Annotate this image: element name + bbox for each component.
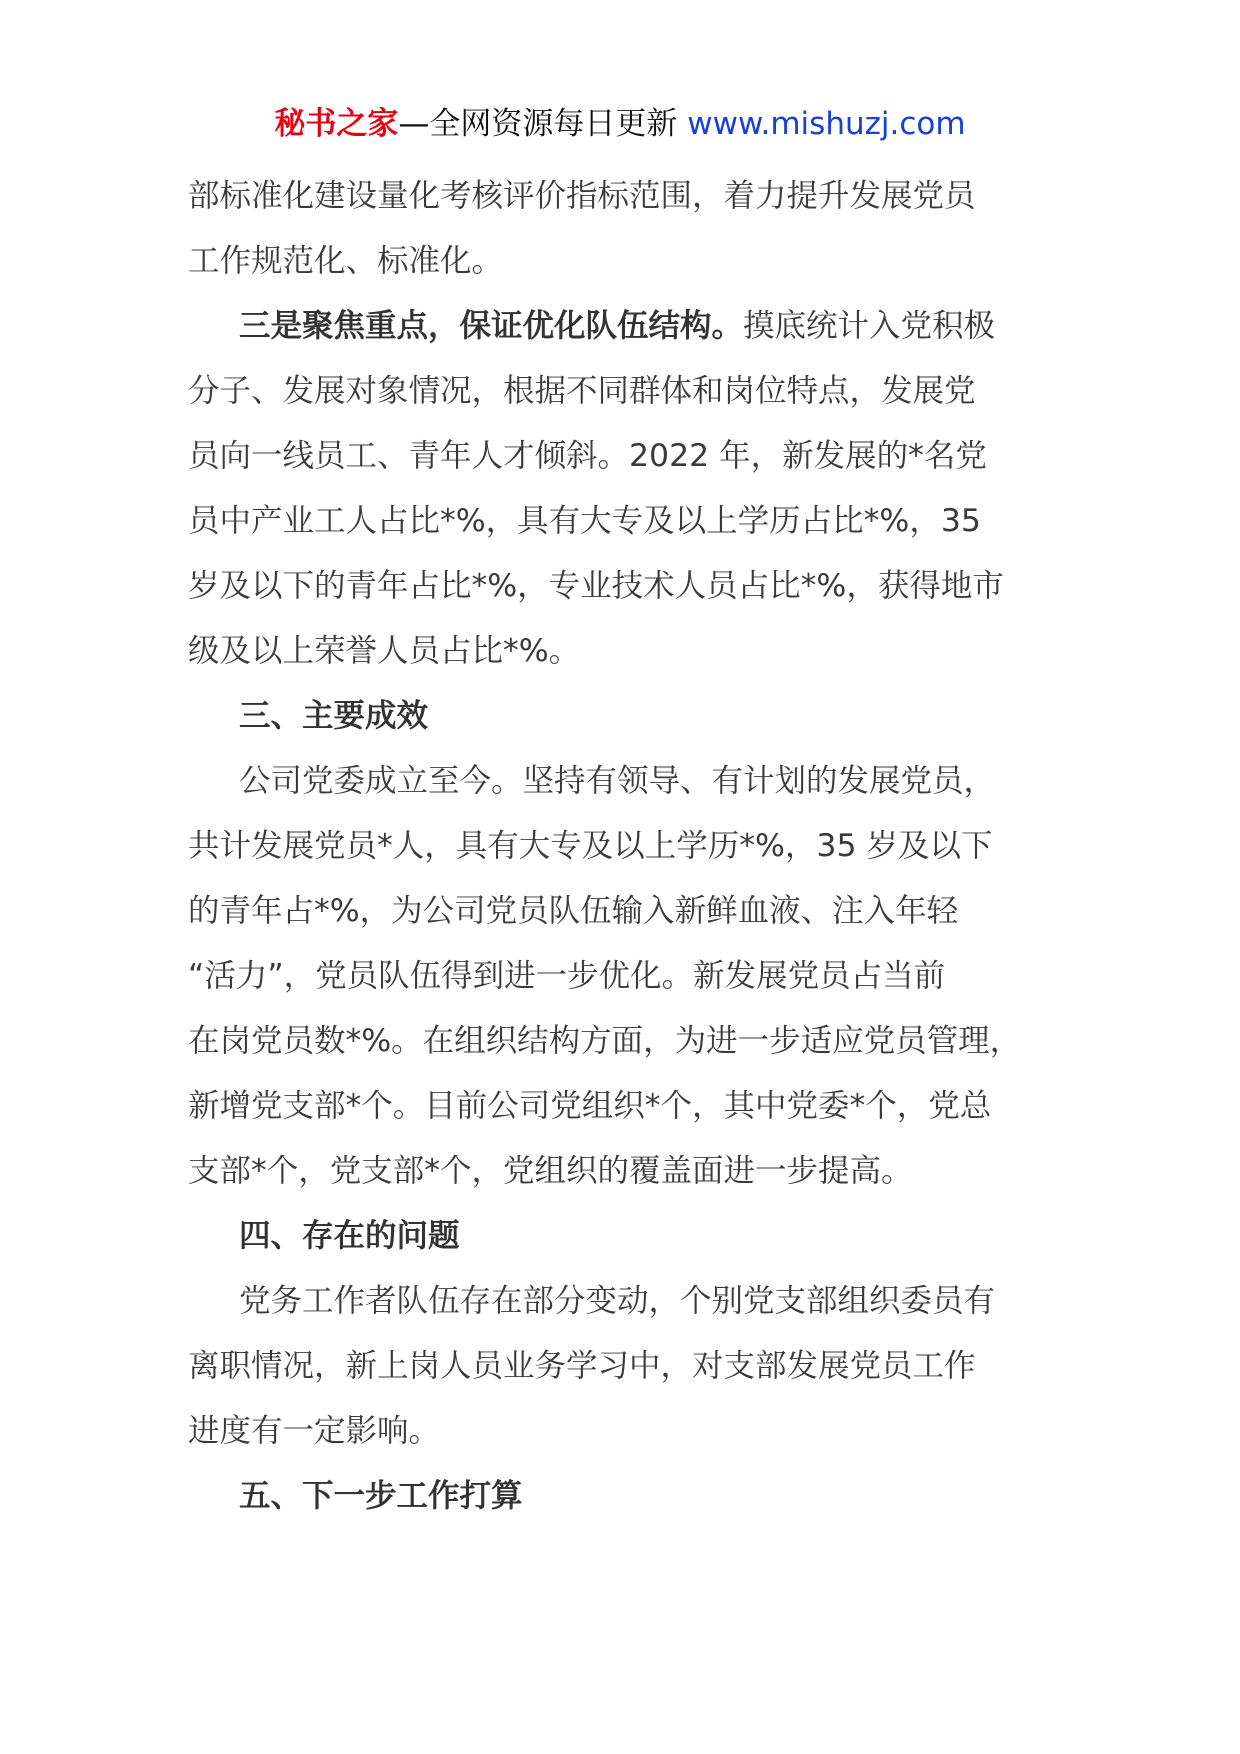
body-line: 分子、发展对象情况，根据不同群体和岗位特点，发展党 xyxy=(188,373,976,409)
paragraph-line xyxy=(188,294,1088,359)
body-line: “活力”，党员队伍得到进一步优化。新发展党员占当前 xyxy=(188,958,946,994)
body-line: 员中产业工人占比*%，具有大专及以上学历占比*%，35 xyxy=(188,503,981,539)
body-line: 级及以上荣誉人员占比*%。 xyxy=(188,633,581,669)
section-heading: 三、主要成效 xyxy=(239,698,429,734)
body-line: 的青年占*%，为公司党员队伍输入新鲜血液、注入年轻 xyxy=(188,893,959,929)
body-line: 共计发展党员*人，具有大专及以上学历*%，35 岁及以下 xyxy=(188,828,993,864)
site-url-link[interactable]: www.mishuzj.com xyxy=(687,106,966,142)
body-line: 员向一线员工、青年人才倾斜。2022 年，新发展的*名党 xyxy=(188,438,987,474)
body-line: 进度有一定影响。 xyxy=(188,1413,441,1449)
section-heading: 五、下一步工作打算 xyxy=(239,1478,523,1514)
body-line: 离职情况，新上岗人员业务学习中，对支部发展党员工作 xyxy=(188,1348,976,1384)
document-body xyxy=(188,164,1088,1529)
body-line: 岁及以下的青年占比*%，专业技术人员占比*%，获得地市 xyxy=(188,568,1004,604)
paragraph-text: 摸底统计入党积极 xyxy=(743,308,996,344)
section-heading: 四、存在的问题 xyxy=(239,1218,460,1254)
brand-name: 秘书之家 xyxy=(274,106,399,142)
body-line: 支部*个，党支部*个，党组织的覆盖面进一步提高。 xyxy=(188,1153,913,1189)
body-line: 公司党委成立至今。坚持有领导、有计划的发展党员， xyxy=(239,763,996,799)
body-line: 工作规范化、标准化。 xyxy=(188,243,504,279)
paragraph-lead-bold: 三是聚焦重点，保证优化队伍结构。 xyxy=(239,308,744,344)
body-line: 新增党支部*个。目前公司党组织*个，其中党委*个，党总 xyxy=(188,1088,992,1124)
header-slogan: —全网资源每日更新 xyxy=(398,106,678,142)
body-line: 党务工作者队伍存在部分变动，个别党支部组织委员有 xyxy=(239,1283,996,1319)
site-header xyxy=(0,100,1240,148)
body-line: 部标准化建设量化考核评价指标范围，着力提升发展党员 xyxy=(188,178,976,214)
body-line: 在岗党员数*%。在组织结构方面，为进一步适应党员管理， xyxy=(188,1023,1022,1059)
